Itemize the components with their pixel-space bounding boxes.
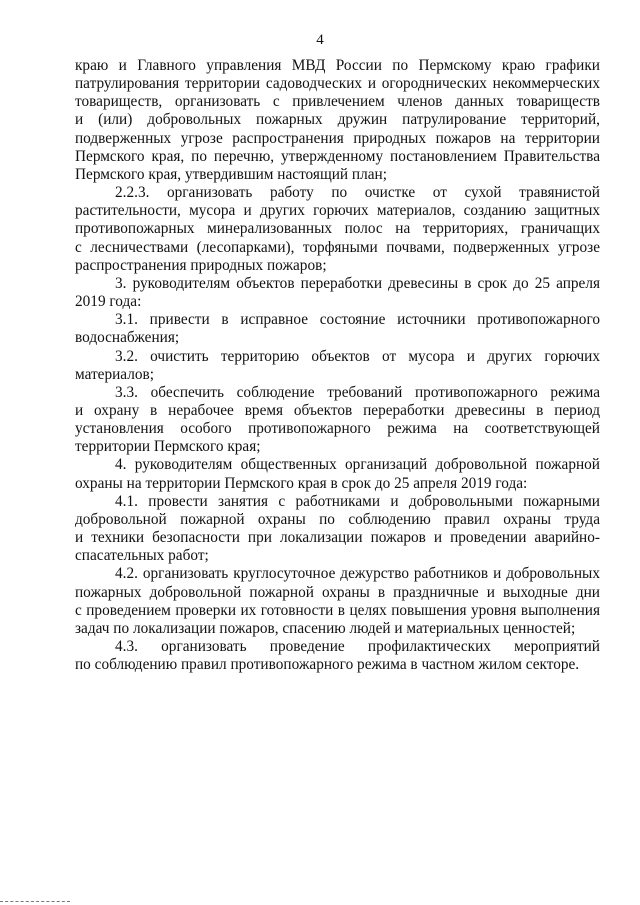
text-line: и (или) добровольных пожарных дружин патрулирование территорий, [75, 111, 600, 129]
paragraph-first-line: 3.3. обеспечить соблюдение требований противопожарного режима [115, 383, 600, 401]
text-line: спасательных работ; [75, 547, 209, 565]
text-line: задач по локализации пожаров, спасению людей и материальных ценностей; [75, 619, 576, 637]
text-line: добровольной пожарной охраны по соблюдению правил охраны труда [75, 510, 600, 528]
text-line: и охрану в нерабочее время объектов переработки древесины в период [75, 401, 600, 419]
scan-edge-mark [0, 900, 70, 902]
text-line: растительности, мусора и других горючих материалов, созданию защитных [75, 202, 600, 220]
page-number: 4 [316, 32, 324, 48]
paragraph-first-line: 4.3. организовать проведение профилактических мероприятий [115, 638, 600, 655]
document-body [75, 57, 600, 674]
text-line: с лесничествами (лесопарками), торфяными почвами, подверженных угрозе [75, 238, 600, 256]
text-line: противопожарных минерализованных полос на территориях, граничащих [75, 220, 600, 238]
text-line: подверженных угрозе распространения природных пожаров на территории [75, 129, 600, 147]
text-line: установления особого противопожарного режима на соответствующей [75, 420, 600, 438]
text-line: краю и Главного управления МВД России по Пермскому краю графики [75, 57, 600, 74]
paragraph-first-line: 4.2. организовать круглосуточное дежурство работников и добровольных [115, 565, 600, 583]
text-line: охраны на территории Пермского края в срок до 25 апреля 2019 года: [75, 474, 528, 492]
paragraph-first-line: 3.2. очистить территорию объектов от мусора и других горючих [115, 347, 600, 365]
text-line: водоснабжения; [75, 329, 180, 347]
text-line: и техники безопасности при локализации пожаров и проведении аварийно- [75, 529, 600, 547]
text-line: Пермского края, по перечню, утвержденному постановлением Правительства [75, 147, 600, 165]
text-line: Пермского края, утвердившим настоящий план; [75, 165, 387, 183]
text-line: территории Пермского края; [75, 438, 261, 456]
paragraph-first-line: 4.1. провести занятия с работниками и добровольными пожарными [115, 492, 600, 510]
text-line: пожарных добровольной пожарной охраны в праздничные и выходные дни [75, 583, 600, 601]
paragraph-first-line: 3. руководителям объектов переработки древесины в срок до 25 апреля [115, 274, 600, 292]
paragraph-first-line: 4. руководителям общественных организаций добровольной пожарной [115, 456, 600, 474]
text-line: по соблюдению правил противопожарного режима в частном жилом секторе. [75, 656, 580, 674]
text-line: с проведением проверки их готовности в целях повышения уровня выполнения [75, 601, 600, 619]
text-line: 2019 года: [75, 293, 142, 311]
paragraph-first-line: 2.2.3. организовать работу по очистке от сухой травянистой [115, 184, 600, 202]
text-line: патрулирования территории садоводческих и огороднических некоммерческих [75, 75, 600, 93]
text-line: распространения природных пожаров; [75, 256, 327, 274]
text-line: материалов; [75, 365, 154, 383]
paragraph-first-line: 3.1. привести в исправное состояние источники противопожарного [115, 311, 600, 329]
text-line: товариществ, организовать с привлечением членов данных товариществ [75, 93, 600, 111]
